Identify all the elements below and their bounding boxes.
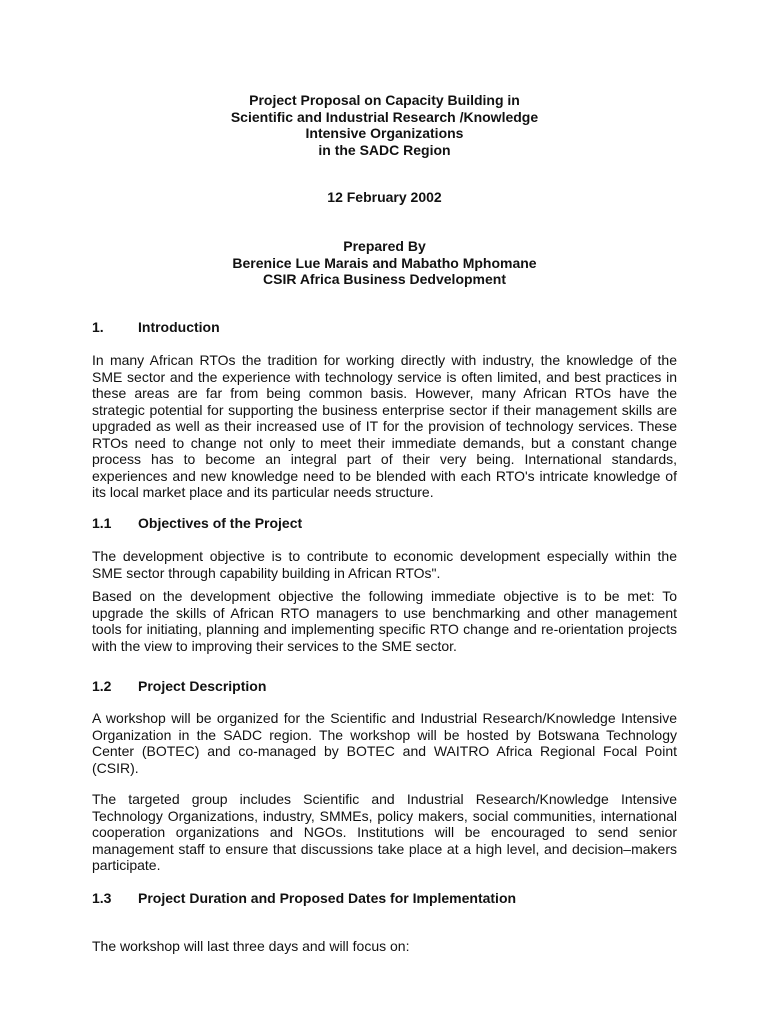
section-number: 1.3: [92, 890, 112, 906]
duration-paragraph: The workshop will last three days and will focus on:: [92, 938, 410, 954]
section-heading-duration: [92, 890, 516, 907]
introduction-paragraph: In many African RTOs the tradition for working directly with industry, the knowledge of the SME sector and the experience with technology service is often limited, and best practices in these areas are far from being common basis. However, many African RTOs have the strategic potential for supporting the business enterprise sector if their management skills are upgraded as well as their increased use of IT for the provision of technology services. These RTOs need to change not only to meet their immediate demands, but a constant change process has to become an integral part of their very being. International standards, experiences and new knowledge need to be blended with each RTO's intricate knowledge of its local market place and its particular needs structure.: [92, 352, 677, 500]
section-title: Objectives of the Project: [138, 515, 303, 531]
title-line: Project Proposal on Capacity Building in: [249, 92, 520, 108]
title-line: Intensive Organizations: [305, 125, 464, 141]
title-line: in the SADC Region: [318, 141, 451, 158]
document-title: [92, 92, 677, 158]
section-title: Project Duration and Proposed Dates for Implementation: [138, 890, 517, 906]
objectives-paragraph-2: Based on the development objective the following immediate objective is to be met: To upgrade the skills of African RTO managers to use benchmarking and other management tools for initiating, planning and implementing specific RTO change and re-orientation projects with the view to improving their services to the SME sector.: [92, 588, 677, 654]
document-date: [92, 189, 677, 206]
section-number: 1.: [92, 319, 104, 335]
authors: Berenice Lue Marais and Mabatho Mphomane: [232, 254, 537, 271]
date-text: 12 February 2002: [327, 189, 442, 205]
organization: CSIR Africa Business Dedvelopment: [263, 271, 506, 287]
section-heading-objectives: [92, 515, 302, 532]
description-paragraph-2: The targeted group includes Scientific and Industrial Research/Knowledge Intensive Technology Organizations, industry, SMMEs, policy makers, social communities, international cooperation organizations and NGOs. Institutions will be encouraged to send senior management staff to ensure that discussions take place at a high level, and decision–makers participate.: [92, 791, 677, 873]
section-title: Introduction: [138, 319, 220, 335]
title-line: Scientific and Industrial Research /Knowledge: [230, 108, 539, 125]
section-title: Project Description: [138, 678, 267, 694]
section-number: 1.2: [92, 678, 112, 694]
prepared-by-label: Prepared By: [343, 238, 426, 254]
section-number: 1.1: [92, 515, 112, 531]
description-paragraph-1: A workshop will be organized for the Scientific and Industrial Research/Knowledge Intensive Organization in the SADC region. The workshop will be hosted by Botswana Technology Center (BOTEC) and co-managed by BOTEC and WAITRO Africa Regional Focal Point (CSIR).: [92, 710, 677, 776]
section-heading-introduction: [92, 319, 220, 336]
section-heading-description: [92, 678, 266, 695]
prepared-by-block: [92, 238, 677, 288]
objectives-paragraph-1: The development objective is to contribute to economic development especially within the SME sector through capability building in African RTOs".: [92, 548, 677, 581]
